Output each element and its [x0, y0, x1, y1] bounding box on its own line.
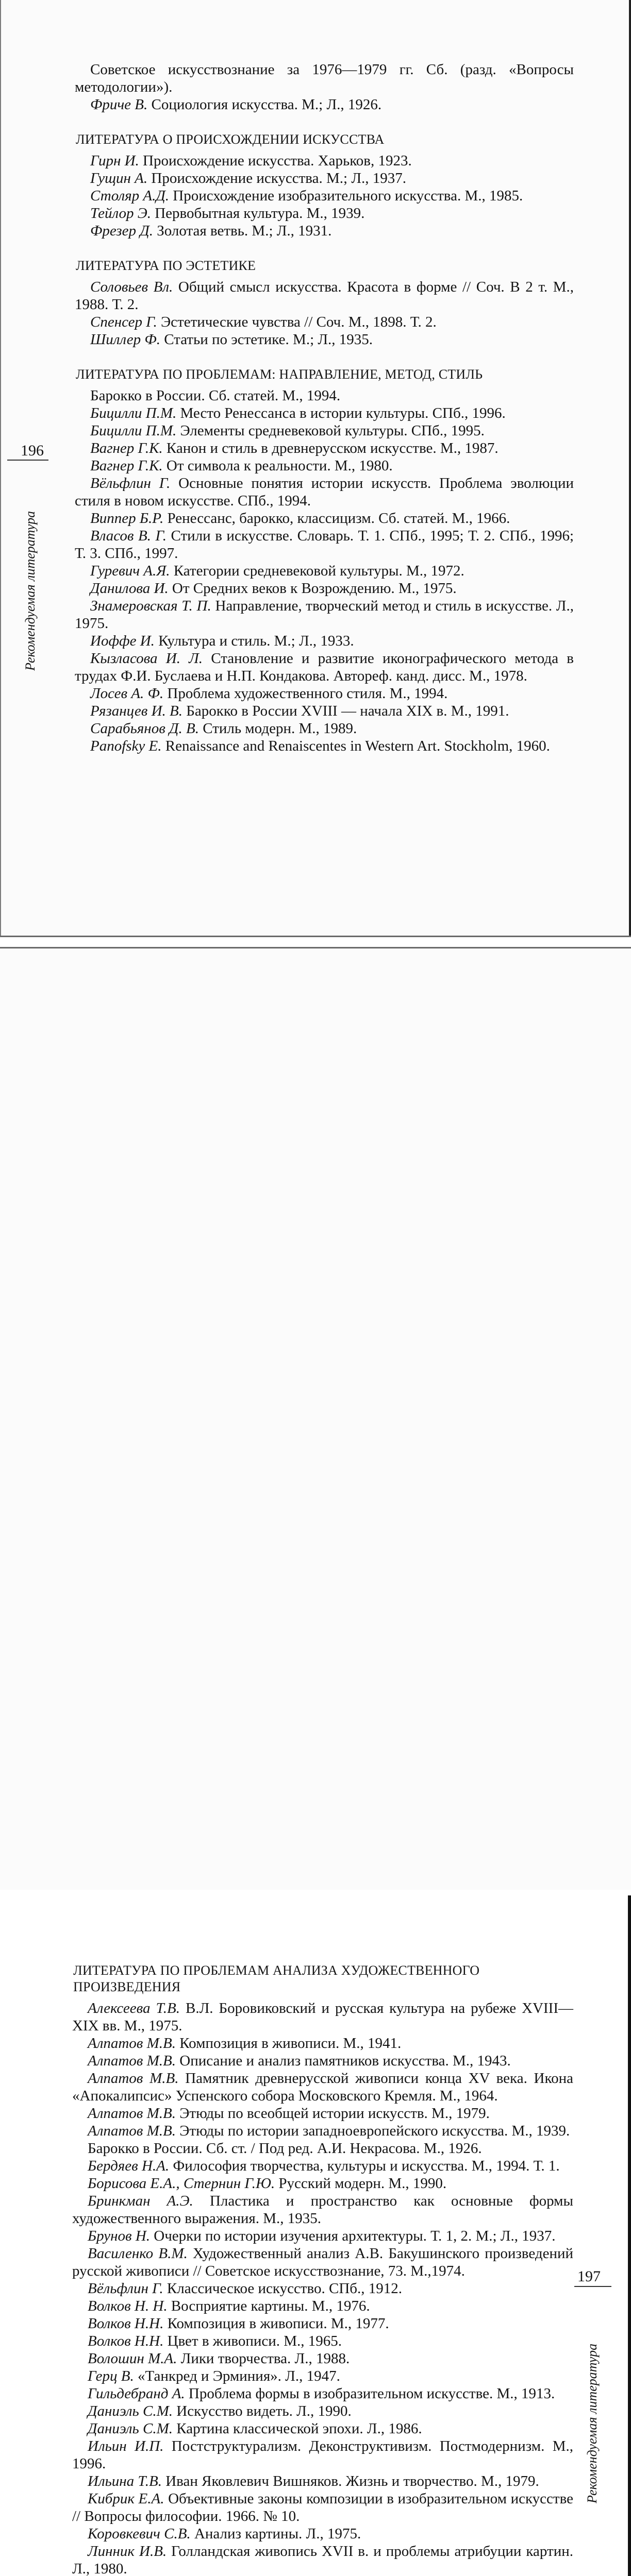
entry-text: Анализ картины. Л., 1975. [190, 2526, 361, 2542]
page-gap [0, 937, 631, 947]
entry-text: Барокко в России. Сб. ст. / Под ред. А.И. Некрасова. М., 1926. [88, 2140, 482, 2157]
bibliography-entry [75, 313, 574, 331]
entry-text: Лики творчества. Л., 1988. [177, 2350, 350, 2367]
page-196 [0, 0, 631, 937]
entry-author: Даниэль С.М. [88, 2403, 173, 2419]
entry-text: Происхождение искусства. М.; Л., 1937. [147, 170, 407, 187]
bibliography-entry [72, 2105, 573, 2122]
entry-text: Элементы средневековой культуры. СПб., 1995. [176, 422, 485, 439]
entry-text: Происхождение искусства. Харьков, 1923. [139, 152, 412, 169]
entry-text: Композиция в живописи. М., 1977. [163, 2315, 389, 2332]
page-edge-rule [629, 0, 631, 936]
entry-text: Происхождение изобразительного искусства. М., 1985. [169, 188, 523, 204]
entry-text: Проблема формы в изобразительном искусстве. М., 1913. [185, 2385, 555, 2402]
bibliography-entry [72, 2297, 573, 2315]
entry-text: Голландская живопись XVII в. и проблемы атрибуции картин. Л., 1980. [72, 2543, 573, 2576]
bibliography-entry [75, 632, 574, 650]
running-head: Рекомендуемая литература [23, 511, 38, 671]
entry-text: Место Ренессанса в истории культуры. СПб., 1996. [176, 405, 506, 421]
running-head-rule [7, 460, 48, 461]
entry-text: Основные понятия истории искусств. Проблема эволюции стиля в новом искусстве. СПб., 1994. [75, 475, 574, 509]
entry-author: Кибрик Е.А. [88, 2490, 164, 2507]
entry-author: Алпатов М.В. [88, 2053, 176, 2069]
bibliography-entry [72, 2402, 573, 2420]
entry-author: Алпатов М.В. [88, 2035, 176, 2052]
entry-author: Ильина Т.В. [88, 2473, 162, 2489]
bibliography-entry [75, 170, 574, 187]
section-heading: ЛИТЕРАТУРА ПО ЭСТЕТИКЕ [76, 258, 256, 273]
entry-author: Вагнер Г.К. [90, 457, 163, 474]
entry-text: Становление и развитие иконографического метода в трудах Ф.И. Буслаева и Н.П. Кондакова. Автореф. канд. дисс. М., 1978. [75, 650, 574, 684]
entry-text: Стиль модерн. М., 1989. [198, 720, 357, 737]
entry-author: Вёльфлин Г. [88, 2280, 163, 2297]
bibliography-entry [75, 187, 574, 205]
bibliography-entry [72, 2140, 573, 2157]
bibliography-entry [75, 562, 574, 580]
entry-author: Волков Н.Н. [88, 2315, 164, 2332]
entry-text: Иван Яковлевич Вишняков. Жизнь и творчество. М., 1979. [161, 2473, 539, 2489]
bibliography-entry [75, 702, 574, 720]
bibliography-entry [72, 1999, 573, 2035]
bibliography-entry [72, 2052, 573, 2070]
entry-author: Иоффе И. [90, 633, 155, 649]
bibliography-entry [72, 2525, 573, 2543]
bibliography-entry [72, 2350, 573, 2367]
entry-text: Этюды по всеобщей истории искусств. М., 1979. [176, 2105, 490, 2122]
page-edge-rule [628, 1895, 631, 2576]
entry-author: Бердяев Н.А. [88, 2158, 170, 2174]
entry-author: Власов В. Г. [90, 528, 167, 544]
entry-author: Шиллер Ф. [90, 331, 160, 348]
bibliography-entry [75, 685, 574, 702]
entry-text: Направление, творческий метод и стиль в искусстве. Л., 1975. [75, 598, 574, 632]
entry-text: Барокко в России. Сб. статей. М., 1994. [90, 387, 341, 404]
bibliography-entry [72, 2385, 573, 2402]
entry-author: Гильдебранд А. [88, 2385, 185, 2402]
entry-text: От Средних веков к Возрождению. М., 1975. [168, 580, 457, 597]
bibliography-entry [75, 422, 574, 439]
entry-author: Брунов Н. [88, 2228, 151, 2244]
entry-text: Объективные законы композиции в изобразительном искусстве // Вопросы философии. 1966. № 10. [72, 2490, 573, 2524]
entry-author: Тейлор Э. [90, 205, 151, 222]
entry-author: Рязанцев И. В. [90, 703, 183, 719]
bibliography-entry [72, 2490, 573, 2525]
bibliography-entry [75, 650, 574, 685]
bibliography-entry [75, 387, 574, 404]
bibliography-entry [75, 457, 574, 474]
entry-text: Стили в искусстве. Словарь. Т. 1. СПб., 1995; Т. 2. СПб., 1996; Т. 3. СПб., 1997. [75, 528, 574, 562]
entry-author: Ильин И.П. [88, 2438, 164, 2454]
bibliography-entry [72, 2543, 573, 2576]
bibliography-entry [72, 2472, 573, 2490]
entry-text: Общий смысл искусства. Красота в форме // Соч. В 2 т. М., 1988. Т. 2. [75, 279, 574, 313]
bibliography-section [75, 61, 574, 113]
entry-author: Коровкевич С.В. [88, 2526, 191, 2542]
entry-text: Барокко в России XVIII — начала XIX в. М., 1991. [182, 703, 509, 719]
bibliography-entry [72, 2035, 573, 2052]
bibliography-entry [72, 2280, 573, 2297]
bibliography-section [75, 131, 574, 240]
entry-text: Постструктурализм. Деконструктивизм. Постмодернизм. М., 1996. [72, 2438, 573, 2472]
entry-text: Картина классической эпохи. Л., 1986. [173, 2420, 422, 2437]
section-heading: ЛИТЕРАТУРА ПО ПРОБЛЕМАМ АНАЛИЗА ХУДОЖЕСТВЕННОГО ПРОИЗВЕДЕНИЯ [73, 1963, 480, 1994]
bibliography-entry [75, 527, 574, 562]
entry-text: Советское искусствознание за 1976—1979 гг. Сб. (разд. «Вопросы методологии»). [75, 61, 574, 95]
entry-author: Алпатов М.В. [88, 2105, 176, 2122]
entry-text: Статьи по эстетике. М.; Л., 1935. [160, 331, 373, 348]
entry-author: Алпатов М.В. [88, 2070, 179, 2087]
entry-text: Философия творчества, культуры и искусства. М., 1994. Т. 1. [169, 2158, 560, 2174]
bibliography-entry [72, 2332, 573, 2350]
entry-author: Лосев А. Ф. [90, 685, 164, 702]
bibliography-section [72, 1962, 573, 2576]
entry-text: Классическое искусство. СПб., 1912. [163, 2280, 403, 2297]
entry-text: Канон и стиль в древнерусском искусстве. М., 1987. [162, 440, 499, 456]
bibliography-entry [75, 331, 574, 348]
bibliography-entry [75, 61, 574, 96]
entry-author: Алпатов М.В. [88, 2123, 176, 2139]
bibliography-entry [75, 439, 574, 457]
entry-author: Столяр А.Д. [90, 188, 170, 204]
bibliography-entry [72, 2175, 573, 2192]
bibliography-entry [75, 278, 574, 313]
bibliography-column [75, 61, 574, 755]
bibliography-entry [75, 510, 574, 527]
bibliography-entry [72, 2367, 573, 2385]
bibliography-entry [75, 152, 574, 170]
bibliography-entry [75, 205, 574, 222]
entry-text: Памятник древнерусской живописи конца XV века. Икона «Апокалипсис» Успенского собора Московского Кремля. М., 1964. [72, 2070, 573, 2104]
entry-author: Виппер Б.Р. [90, 510, 164, 527]
bibliography-section [75, 366, 574, 755]
bibliography-entry [75, 474, 574, 510]
entry-author: Вагнер Г.К. [90, 440, 163, 456]
entry-text: Художественный анализ А.В. Бакушинского произведений русской живописи // Советское искусствознание, 73. М.,1974. [72, 2245, 574, 2279]
entry-text: Renaissance and Renaiscentes in Western Art. Stockholm, 1960. [161, 738, 550, 754]
bibliography-entry [75, 404, 574, 422]
bibliography-entry [75, 222, 574, 240]
entry-text: Социология искусства. М.; Л., 1926. [147, 96, 382, 113]
entry-text: Культура и стиль. М.; Л., 1933. [154, 633, 354, 649]
entry-author: Гущин А. [90, 170, 148, 187]
running-head-rule [574, 2286, 611, 2287]
entry-text: Описание и анализ памятников искусства. М., 1943. [176, 2053, 511, 2069]
entry-text: В.Л. Боровиковский и русская культура на рубеже XVIII—XIX вв. М., 1975. [72, 2000, 573, 2034]
entry-author: Герц В. [88, 2368, 134, 2384]
entry-text: Русский модерн. М., 1990. [275, 2175, 447, 2192]
entry-author: Вёльфлин Г. [90, 475, 171, 492]
entry-text: Эстетические чувства // Соч. М., 1898. Т. 2. [157, 314, 437, 330]
page-197 [0, 947, 631, 2576]
section-heading: ЛИТЕРАТУРА ПО ПРОБЛЕМАМ: НАПРАВЛЕНИЕ, МЕТОД, СТИЛЬ [76, 367, 483, 382]
entry-text: Восприятие картины. М., 1976. [167, 2298, 370, 2314]
bibliography-entry [75, 96, 574, 113]
entry-text: Проблема художественного стиля. М., 1994. [163, 685, 448, 702]
section-heading: ЛИТЕРАТУРА О ПРОИСХОЖДЕНИИ ИСКУССТВА [76, 132, 385, 147]
bibliography-entry [72, 2157, 573, 2175]
entry-author: Фриче В. [90, 96, 148, 113]
entry-author: Гуревич А.Я. [90, 563, 170, 579]
entry-author: Кызласова И. Л. [90, 650, 203, 667]
entry-text: От символа к реальности. М., 1980. [162, 457, 393, 474]
entry-author: Фрезер Д. [90, 223, 153, 239]
entry-author: Василенко В.М. [88, 2245, 188, 2262]
entry-author: Волков Н.Н. [88, 2333, 164, 2349]
entry-author: Бицилли П.М. [90, 405, 177, 421]
bibliography-entry [72, 2437, 573, 2472]
entry-author: Линник И.В. [88, 2543, 167, 2560]
entry-text: Цвет в живописи. М., 1965. [163, 2333, 342, 2349]
entry-author: Волошин М.А. [88, 2350, 177, 2367]
entry-author: Спенсер Г. [90, 314, 157, 330]
page-number: 197 [577, 2268, 601, 2285]
entry-author: Panofsky E. [90, 738, 162, 754]
bibliography-entry [72, 2192, 573, 2227]
entry-author: Бицилли П.М. [90, 422, 177, 439]
bibliography-section [75, 258, 574, 348]
entry-text: «Танкред и Эрминия». Л., 1947. [134, 2368, 340, 2384]
entry-text: Ренессанс, барокко, классицизм. Сб. статей. М., 1966. [163, 510, 510, 527]
entry-text: Золотая ветвь. М.; Л., 1931. [153, 223, 332, 239]
entry-text: Очерки по истории изучения архитектуры. Т. 1, 2. М.; Л., 1937. [150, 2228, 556, 2244]
bibliography-entry [72, 2420, 573, 2437]
entry-author: Волков Н. Н. [88, 2298, 168, 2314]
entry-text: Искусство видеть. Л., 1990. [173, 2403, 352, 2419]
entry-author: Сарабьянов Д. В. [90, 720, 199, 737]
bibliography-entry [72, 2245, 573, 2280]
entry-author: Даниэль С.М. [88, 2420, 173, 2437]
bibliography-entry [72, 2122, 573, 2140]
bibliography-entry [75, 597, 574, 632]
bibliography-entry [75, 737, 574, 755]
running-head: Рекомендуемая литература [585, 2343, 600, 2503]
bibliography-entry [75, 720, 574, 737]
entry-author: Соловьев Вл. [90, 279, 173, 295]
entry-author: Борисова Е.А., Стернин Г.Ю. [88, 2175, 275, 2192]
bibliography-entry [72, 2315, 573, 2332]
entry-text: Композиция в живописи. М., 1941. [176, 2035, 402, 2052]
entry-text: Этюды по истории западноевропейского искусства. М., 1939. [176, 2123, 570, 2139]
page-number: 196 [21, 442, 44, 459]
entry-author: Бринкман А.Э. [88, 2193, 193, 2209]
entry-author: Алексеева Т.В. [88, 2000, 180, 2016]
entry-author: Гирн И. [90, 152, 139, 169]
entry-text: Пластика и пространство как основные формы художественного выражения. М., 1935. [72, 2193, 574, 2227]
entry-author: Знамеровская Т. П. [90, 598, 211, 614]
entry-text: Категории средневековой культуры. М., 1972. [170, 563, 464, 579]
page-edge-rule [0, 0, 1, 936]
bibliography-entry [72, 2227, 573, 2245]
bibliography-entry [75, 580, 574, 597]
bibliography-entry [72, 2070, 573, 2105]
entry-text: Первобытная культура. М., 1939. [151, 205, 365, 222]
entry-author: Данилова И. [90, 580, 169, 597]
bibliography-column [72, 1962, 573, 2576]
